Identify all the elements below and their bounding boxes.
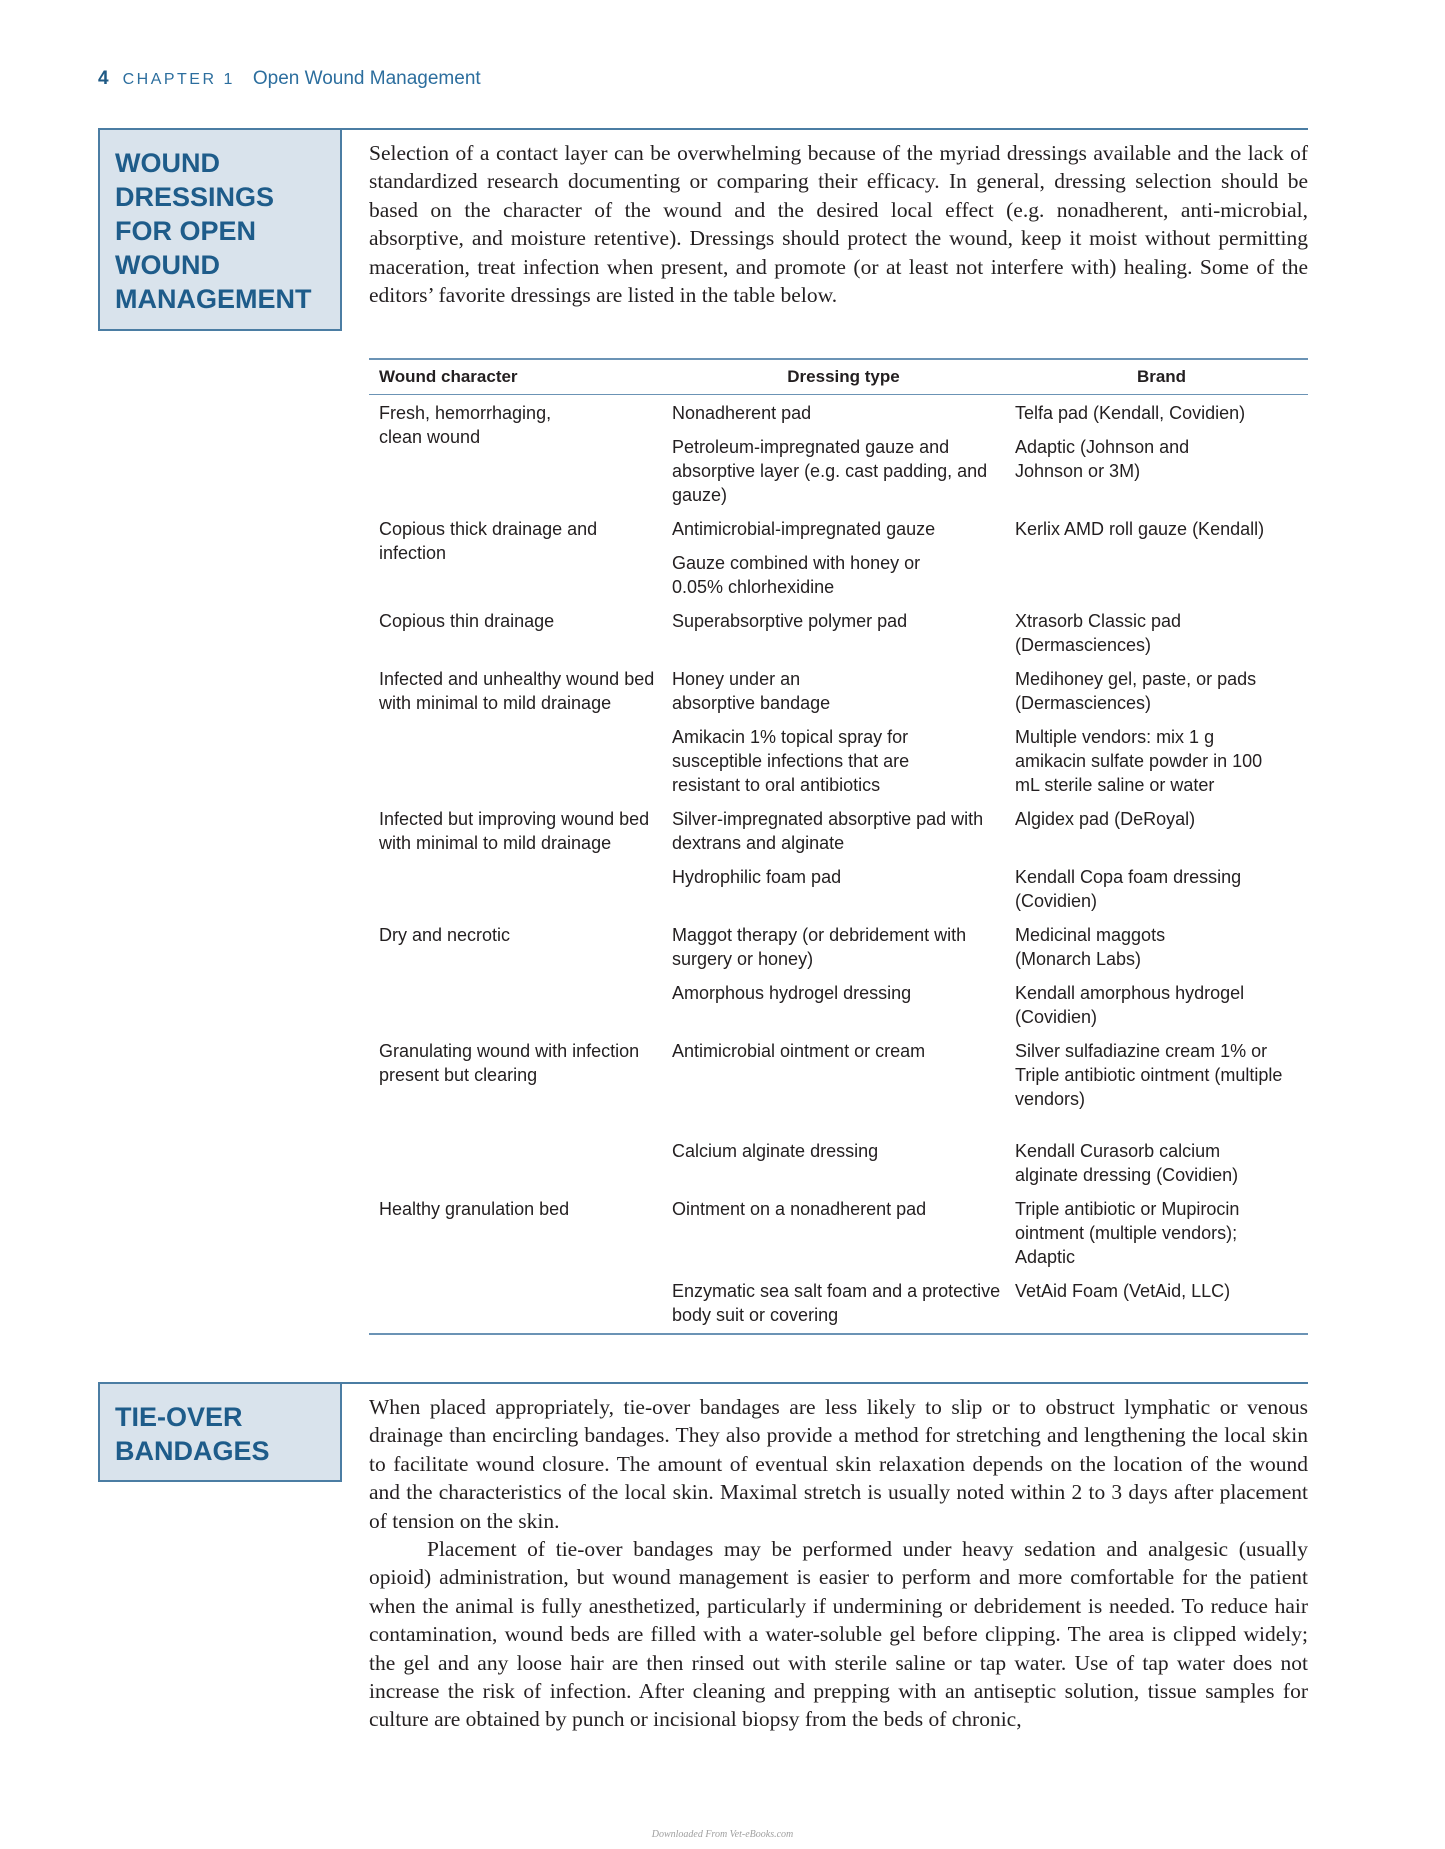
dressing-cell: Maggot therapy (or debridement with surgery or honey) <box>672 925 967 969</box>
wound-character-cell: Infected and unhealthy wound bed with minimal to mild drainage <box>379 669 655 713</box>
table-row <box>672 661 1308 719</box>
section-heading-line: DRESSINGS <box>115 182 275 212</box>
paragraph: Selection of a contact layer can be overwhelming because of the myriad dressings available and the lack of standardized research documenting or comparing their efficacy. In general, dressing selection should be based on the character of the wound and the desired local effect (e.g. nonadherent, anti-microbial, absorptive, and moisture retentive). Dressings should protect the wound, keep it moist without permitting maceration, treat infection when present, and promote (or at least not interfere with) healing. Some of the editors’ favorite dressings are listed in the table below. <box>369 141 1308 308</box>
dressing-cell: Hydrophilic foam pad <box>672 867 842 887</box>
section1-body <box>369 139 1308 309</box>
running-head <box>98 68 481 90</box>
table-row <box>672 429 1308 511</box>
table-row <box>672 1191 1308 1273</box>
wound-character-cell: Healthy granulation bed <box>379 1199 570 1219</box>
dressing-cell: Gauze combined with honey or 0.05% chlorhexidine <box>672 553 921 597</box>
dressing-cell: Antimicrobial ointment or cream <box>672 1041 926 1061</box>
paragraph: When placed appropriately, tie-over bandages are less likely to slip or to obstruct lymphatic or venous drainage than encircling bandages. They also provide a method for stretching and lengthening the local skin to facilitate wound closure. The amount of eventual skin relaxation depends on the location of the wound and the characteristics of the local skin. Maximal stretch is usually noted within 2 to 3 days after placement of tension on the skin. <box>369 1395 1308 1533</box>
dressing-cell: Petroleum-impregnated gauze and absorptive layer (e.g. cast padding, and gauze) <box>672 437 988 505</box>
brand-cell <box>1015 551 1308 599</box>
dressing-cell: Antimicrobial-impregnated gauze <box>672 519 936 539</box>
table-row <box>672 1115 1308 1191</box>
brand-cell: Algidex pad (DeRoyal) <box>1015 809 1196 829</box>
brand-cell: Telfa pad (Kendall, Covidien) <box>1015 403 1246 423</box>
dressings-table <box>369 358 1308 1335</box>
column-header-brand: Brand <box>1136 367 1187 386</box>
download-watermark: Downloaded From Vet-eBooks.com <box>651 1829 794 1840</box>
brand-cell: Xtrasorb Classic pad (Dermasciences) <box>1015 611 1182 655</box>
table-row <box>672 1273 1308 1331</box>
table-row-group <box>369 801 1308 917</box>
wound-character-cell: Infected but improving wound bed with minimal to mild drainage <box>379 809 650 853</box>
table-row-group <box>369 917 1308 1033</box>
section-heading-line: WOUND <box>115 148 220 178</box>
dressing-cell: Amikacin 1% topical spray for susceptible infections that are resistant to oral antibiotics <box>672 727 910 795</box>
section-heading-box-wound-dressings <box>98 128 342 331</box>
dressing-cell: Superabsorptive polymer pad <box>672 611 908 631</box>
brand-cell: Kendall Curasorb calcium alginate dressing (Covidien) <box>1015 1141 1239 1185</box>
dressing-cell: Enzymatic sea salt foam and a protective body suit or covering <box>672 1281 1001 1325</box>
wound-character-cell: Copious thin drainage <box>379 611 555 631</box>
section-heading-line: FOR OPEN <box>115 216 257 246</box>
table-row <box>672 859 1308 917</box>
brand-cell: Medihoney gel, paste, or pads (Dermasciences) <box>1015 669 1257 713</box>
brand-cell: Kerlix AMD roll gauze (Kendall) <box>1015 519 1265 539</box>
table-row-group <box>369 661 1308 801</box>
table-header-row <box>369 360 1308 395</box>
section-heading-line: TIE-OVER <box>115 1402 243 1432</box>
paragraph: Placement of tie-over bandages may be performed under heavy sedation and analgesic (usually opioid) administration, but wound management is easier to perform and more comfortable for the patient when the animal is fully anesthetized, particularly if undermining or debridement is needed. To reduce hair contamination, wound beds are filled with a water-soluble gel before clipping. The area is clipped widely; the gel and any loose hair are then rinsed out with sterile saline or tap water. Use of tap water does not increase the risk of infection. After cleaning and prepping with an antiseptic solution, tissue samples for culture are obtained by punch or incisional biopsy from the beds of chronic, <box>369 1537 1308 1732</box>
table-row <box>672 395 1308 429</box>
section2-body <box>369 1393 1308 1734</box>
table-row <box>672 1033 1308 1115</box>
wound-character-cell: Copious thick drainage and infection <box>379 519 598 563</box>
chapter-label: CHAPTER 1 <box>122 71 235 88</box>
brand-cell: Kendall Copa foam dressing (Covidien) <box>1015 867 1242 911</box>
table-row-group <box>369 1191 1308 1331</box>
section-rule-2 <box>342 1382 1308 1384</box>
section-heading-box-tie-over-bandages <box>98 1382 342 1482</box>
dressing-cell: Silver-impregnated absorptive pad with dextrans and alginate <box>672 809 984 853</box>
wound-character-cell: Dry and necrotic <box>379 925 511 945</box>
chapter-title: Open Wound Management <box>252 68 481 89</box>
dressing-cell: Calcium alginate dressing <box>672 1141 879 1161</box>
table-row-group <box>369 603 1308 661</box>
dressing-cell: Honey under an absorptive bandage <box>672 669 831 713</box>
column-header-dressing-type: Dressing type <box>787 367 900 386</box>
table-row-group <box>369 511 1308 603</box>
dressing-cell: Amorphous hydrogel dressing <box>672 983 912 1003</box>
section-heading-line: BANDAGES <box>115 1436 270 1466</box>
section-heading-line: MANAGEMENT <box>115 284 312 314</box>
dressing-cell: Ointment on a nonadherent pad <box>672 1199 927 1219</box>
table-row-group <box>369 395 1308 511</box>
table-row <box>672 975 1308 1033</box>
table-row <box>672 917 1308 975</box>
brand-cell: Multiple vendors: mix 1 g amikacin sulfate powder in 100 mL sterile saline or water <box>1015 727 1263 795</box>
table-row-group <box>369 1033 1308 1191</box>
table-row <box>672 603 1308 661</box>
section-rule-1 <box>342 128 1308 130</box>
page-number: 4 <box>98 68 109 89</box>
brand-cell: Silver sulfadiazine cream 1% or Triple antibiotic ointment (multiple vendors) <box>1015 1041 1283 1109</box>
column-header-wound-character: Wound character <box>379 367 518 386</box>
table-row <box>672 719 1308 801</box>
dressing-cell: Nonadherent pad <box>672 403 812 423</box>
brand-cell: Triple antibiotic or Mupirocin ointment (multiple vendors); Adaptic <box>1015 1199 1240 1267</box>
brand-cell: Kendall amorphous hydrogel (Covidien) <box>1015 983 1245 1027</box>
table-row <box>672 801 1308 859</box>
brand-cell: Medicinal maggots (Monarch Labs) <box>1015 925 1166 969</box>
brand-cell: Adaptic (Johnson and Johnson or 3M) <box>1015 437 1190 481</box>
brand-cell: VetAid Foam (VetAid, LLC) <box>1015 1281 1231 1301</box>
wound-character-cell: Granulating wound with infection present but clearing <box>379 1041 640 1085</box>
table-bottom-rule <box>369 1333 1308 1335</box>
wound-character-cell: Fresh, hemorrhaging, clean wound <box>379 403 552 447</box>
table-row <box>672 511 1308 545</box>
section-heading-line: WOUND <box>115 250 220 280</box>
table-row <box>672 545 1308 603</box>
